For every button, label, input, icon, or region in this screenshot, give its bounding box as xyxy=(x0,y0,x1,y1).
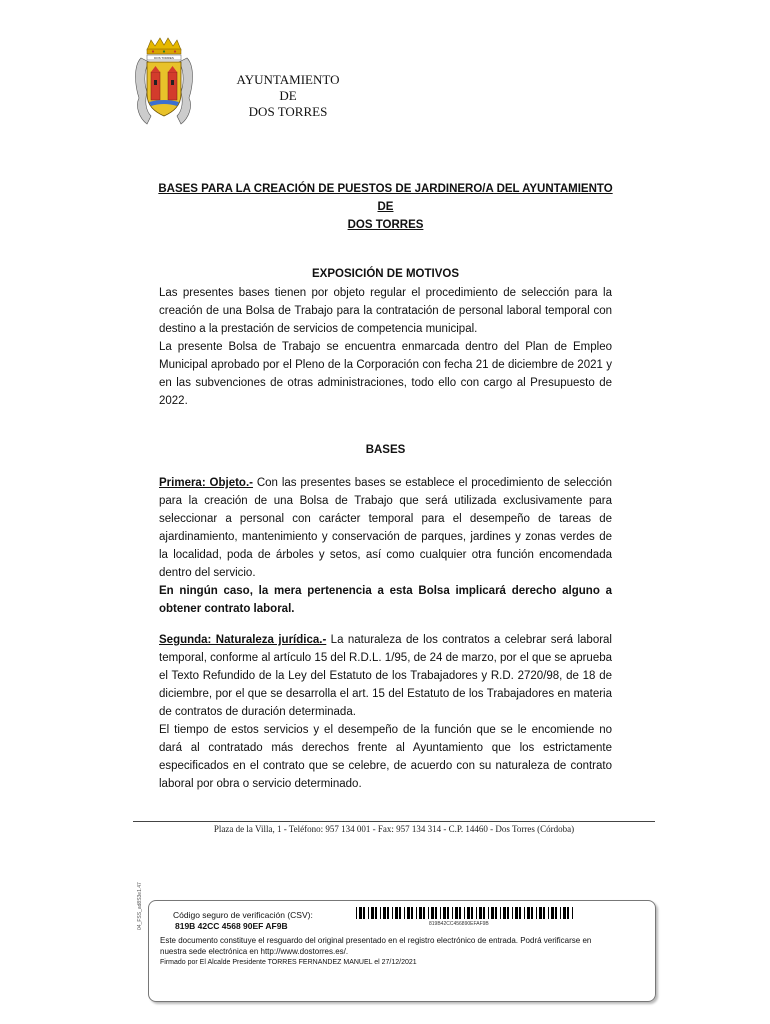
barcode-bar xyxy=(491,907,494,919)
paragraph: Segunda: Naturaleza jurídica.- La naturaleza de los contratos a celebrar será laboral temporal, conforme al artículo 15 del R.D.L. 1/95, de 24 de marzo, por el que se aprueba el Texto Refundido de la Ley del Estatuto de los Trabajadores y R.D. 2720/98, de 18 de diciembre, por el que se desarrolla el art. 15 del Estatuto de los Trabajadores en materia de contratos de duración determinada. xyxy=(159,634,612,718)
barcode-bar xyxy=(428,907,429,919)
barcode-bar xyxy=(380,907,381,919)
document-title: BASES PARA LA CREACIÓN DE PUESTOS DE JARDINERO/A DEL AYUNTAMIENTO DE DOS TORRES xyxy=(158,183,613,231)
barcode-bar xyxy=(356,907,357,919)
footer-divider xyxy=(133,821,655,822)
barcode-bar xyxy=(363,907,365,919)
ayuntamiento-name: AYUNTAMIENTO DE DOS TORRES xyxy=(236,72,340,119)
barcode-bar xyxy=(488,907,489,919)
barcode-bar xyxy=(371,907,374,919)
side-identifier: 04_FSS_ad8S3e1.47 xyxy=(137,882,143,930)
barcode-bar xyxy=(572,907,573,919)
barcode-bar xyxy=(399,907,401,919)
section-heading-motivos: EXPOSICIÓN DE MOTIVOS xyxy=(312,268,459,280)
barcode-bar xyxy=(500,907,501,919)
barcode-bar xyxy=(404,907,405,919)
barcode-bar xyxy=(507,907,509,919)
barcode-bar xyxy=(395,907,398,919)
barcode-bar xyxy=(563,907,566,919)
bases-primera xyxy=(159,474,612,618)
barcode-bar xyxy=(431,907,434,919)
barcode-bar xyxy=(359,907,362,919)
barcode-bar xyxy=(440,907,441,919)
barcode-bar xyxy=(476,907,477,919)
barcode-bar xyxy=(539,907,542,919)
paragraph: La presente Bolsa de Trabajo se encuentra enmarcada dentro del Plan de Empleo Municipal aprobado por el Pleno de la Corporación con fecha 21 de diciembre de 2021 y en las subvenciones de otras administraciones, todo ello con cargo al Presupuesto de 2022. xyxy=(159,341,612,407)
barcode-bar xyxy=(548,907,549,919)
paragraph: Las presentes bases tienen por objeto regular el procedimiento de selección para la creación de una Bolsa de Trabajo para la contratación de personal laboral temporal con destino a la prestación de servicios de competencia municipal. xyxy=(159,287,612,335)
barcode-bar xyxy=(459,907,461,919)
barcode-bar xyxy=(543,907,545,919)
barcode-bar xyxy=(503,907,506,919)
motivos-text xyxy=(159,284,612,410)
clause-label: Segunda: Naturaleza jurídica.- xyxy=(159,634,327,646)
paragraph: Primera: Objeto.- Con las presentes bases se establece el procedimiento de selección para la creación de una Bolsa de Trabajo que será utilizada exclusivamente para seleccionar a personal con carácter temporal para el desempeño de tareas de ajardinamiento, mantenimiento y conservación de parques, jardines y zonas verdes de la localidad, poda de árboles y setos, así como cualquier otra función encomendada dentro del servicio. xyxy=(159,477,612,579)
clause-label: Primera: Objeto.- xyxy=(159,477,253,489)
barcode-bar xyxy=(375,907,377,919)
csv-label: Código seguro de verificación (CSV): xyxy=(173,910,313,920)
stamp-description: Este documento constituye el resguardo del original presentado en el registro electrónico de entrada. Podrá verificarse en nuestra sede electrónica en http://www.dostorres.es/. xyxy=(160,936,592,956)
svg-text:DOS TORRES: DOS TORRES xyxy=(154,56,174,60)
barcode-text: 819B42CC456890EFAF9B xyxy=(429,921,489,927)
barcode-bar xyxy=(387,907,389,919)
bases-segunda xyxy=(159,631,612,793)
barcode-bar xyxy=(524,907,525,919)
barcode-bar xyxy=(560,907,561,919)
footer-address: Plaza de la Villa, 1 - Teléfono: 957 134 001 - Fax: 957 134 314 - C.P. 14460 - Dos Torres (Córdoba) xyxy=(213,824,575,834)
section-heading-bases: BASES xyxy=(365,444,406,456)
barcode-bar xyxy=(464,907,465,919)
barcode-bar xyxy=(447,907,449,919)
barcode-bar xyxy=(471,907,473,919)
barcode-bar xyxy=(536,907,537,919)
coat-of-arms-logo xyxy=(133,36,195,132)
csv-code: 819B 42CC 4568 90EF AF9B xyxy=(175,921,288,931)
barcode-bar xyxy=(419,907,422,919)
verification-stamp xyxy=(148,900,656,1002)
barcode-bar xyxy=(555,907,557,919)
signature-line: Firmado por El Alcalde Presidente TORRES FERNANDEZ MANUEL el 27/12/2021 xyxy=(160,959,417,966)
barcode-icon xyxy=(356,907,573,919)
barcode-bar xyxy=(567,907,569,919)
barcode-bar xyxy=(515,907,518,919)
barcode-bar xyxy=(467,907,470,919)
barcode-bar xyxy=(455,907,458,919)
barcode-bar xyxy=(479,907,482,919)
barcode-bar xyxy=(411,907,413,919)
bold-statement: En ningún caso, la mera pertenencia a esta Bolsa implicará derecho alguno a obtener contrato laboral. xyxy=(159,585,612,615)
barcode-bar xyxy=(416,907,417,919)
barcode-bar xyxy=(519,907,521,919)
barcode-bar xyxy=(483,907,485,919)
barcode-bar xyxy=(392,907,393,919)
paragraph: El tiempo de estos servicios y el desempeño de la función que se le encomiende no dará al contratado más derechos frente al Ayuntamiento que los estrictamente especificados en el contrato que se celebre, de acuerdo con su naturaleza de contrato laboral por obra o servicio determinado. xyxy=(159,724,612,790)
barcode-bar xyxy=(383,907,386,919)
barcode-bar xyxy=(495,907,497,919)
barcode-bar xyxy=(527,907,530,919)
barcode-bar xyxy=(407,907,410,919)
barcode-bar xyxy=(423,907,425,919)
barcode-bar xyxy=(368,907,369,919)
barcode-bar xyxy=(452,907,453,919)
barcode-bar xyxy=(443,907,446,919)
barcode-bar xyxy=(531,907,533,919)
barcode-bar xyxy=(551,907,554,919)
barcode-bar xyxy=(512,907,513,919)
barcode-bar xyxy=(435,907,437,919)
